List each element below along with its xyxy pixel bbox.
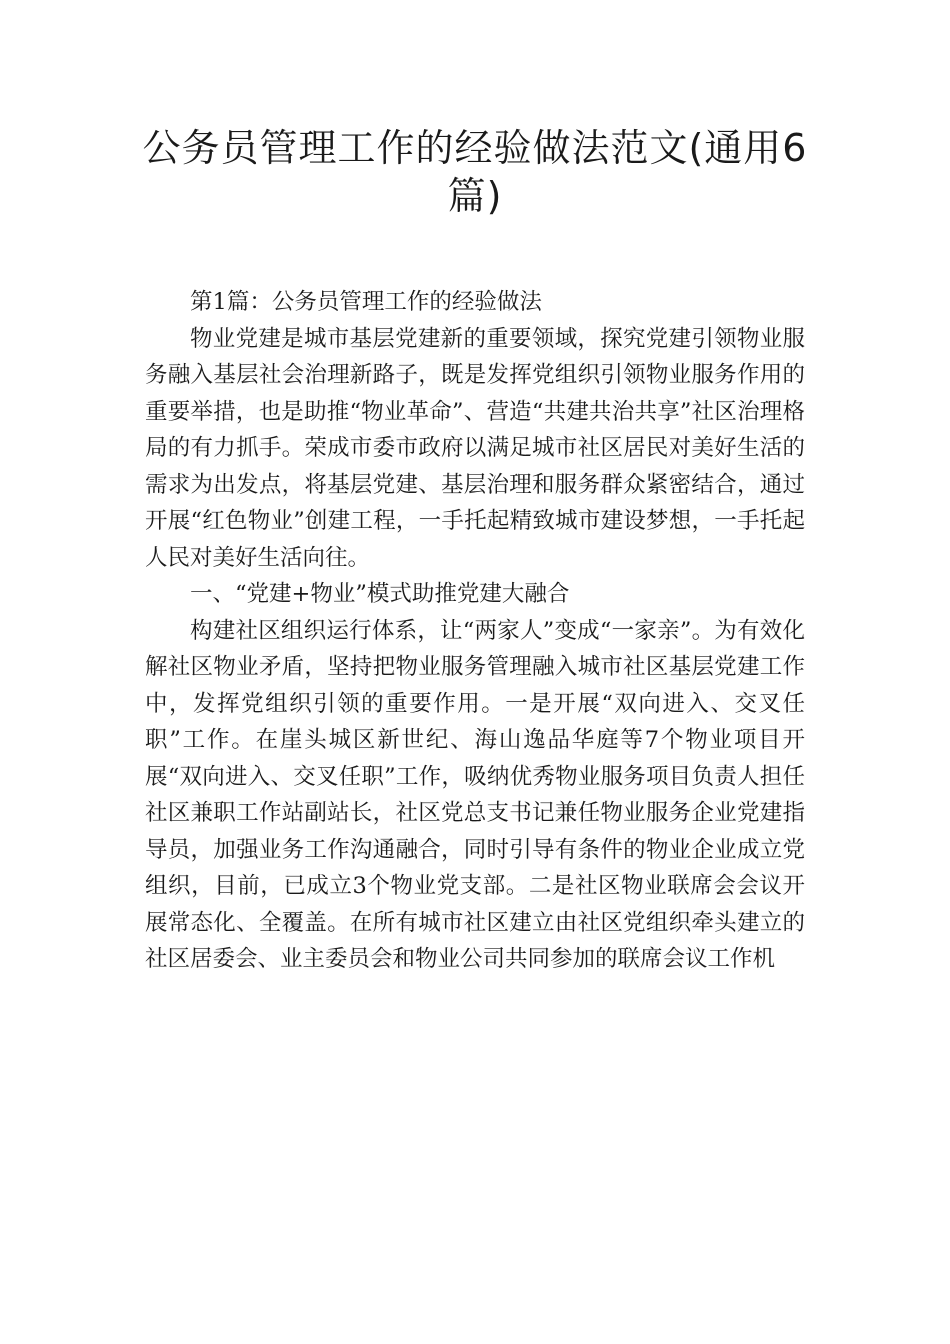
paragraph-section-heading: 一、“党建+物业”模式助推党建大融合 [190,581,570,607]
document-body [145,284,805,978]
paragraph-chapter-heading: 第1篇：公务员管理工作的经验做法 [190,289,542,315]
document-title: 公务员管理工作的经验做法范文(通用6篇) [142,126,808,218]
paragraph-body: 构建社区组织运行体系，让“两家人”变成“一家亲”。为有效化解社区物业矛盾，坚持把物业服务管理融入城市社区基层党建工作中，发挥党组织引领的重要作用。一是开展“双向进入、交叉任职”工作。在崖头城区新世纪、海山逸品华庭等7个物业项目开展“双向进入、交叉任职”工作，吸纳优秀物业服务项目负责人担任社区兼职工作站副站长，社区党总支书记兼任物业服务企业党建指导员，加强业务工作沟通融合，同时引导有条件的物业企业成立党组织，目前，已成立3个物业党支部。二是社区物业联席会会议开展常态化、全覆盖。在所有城市社区建立由社区党组织牵头建立的社区居委会、业主委员会和物业公司共同参加的联席会议工作机 [145,617,805,972]
paragraph-intro: 物业党建是城市基层党建新的重要领域，探究党建引领物业服务融入基层社会治理新路子，既是发挥党组织引领物业服务作用的重要举措，也是助推“物业革命”、营造“共建共治共享”社区治理格局的有力抓手。荣成市委市政府以满足城市社区居民对美好生活的需求为出发点，将基层党建、基层治理和服务群众紧密结合，通过开展“红色物业”创建工程，一手托起精致城市建设梦想，一手托起人民对美好生活向往。 [145,325,805,571]
